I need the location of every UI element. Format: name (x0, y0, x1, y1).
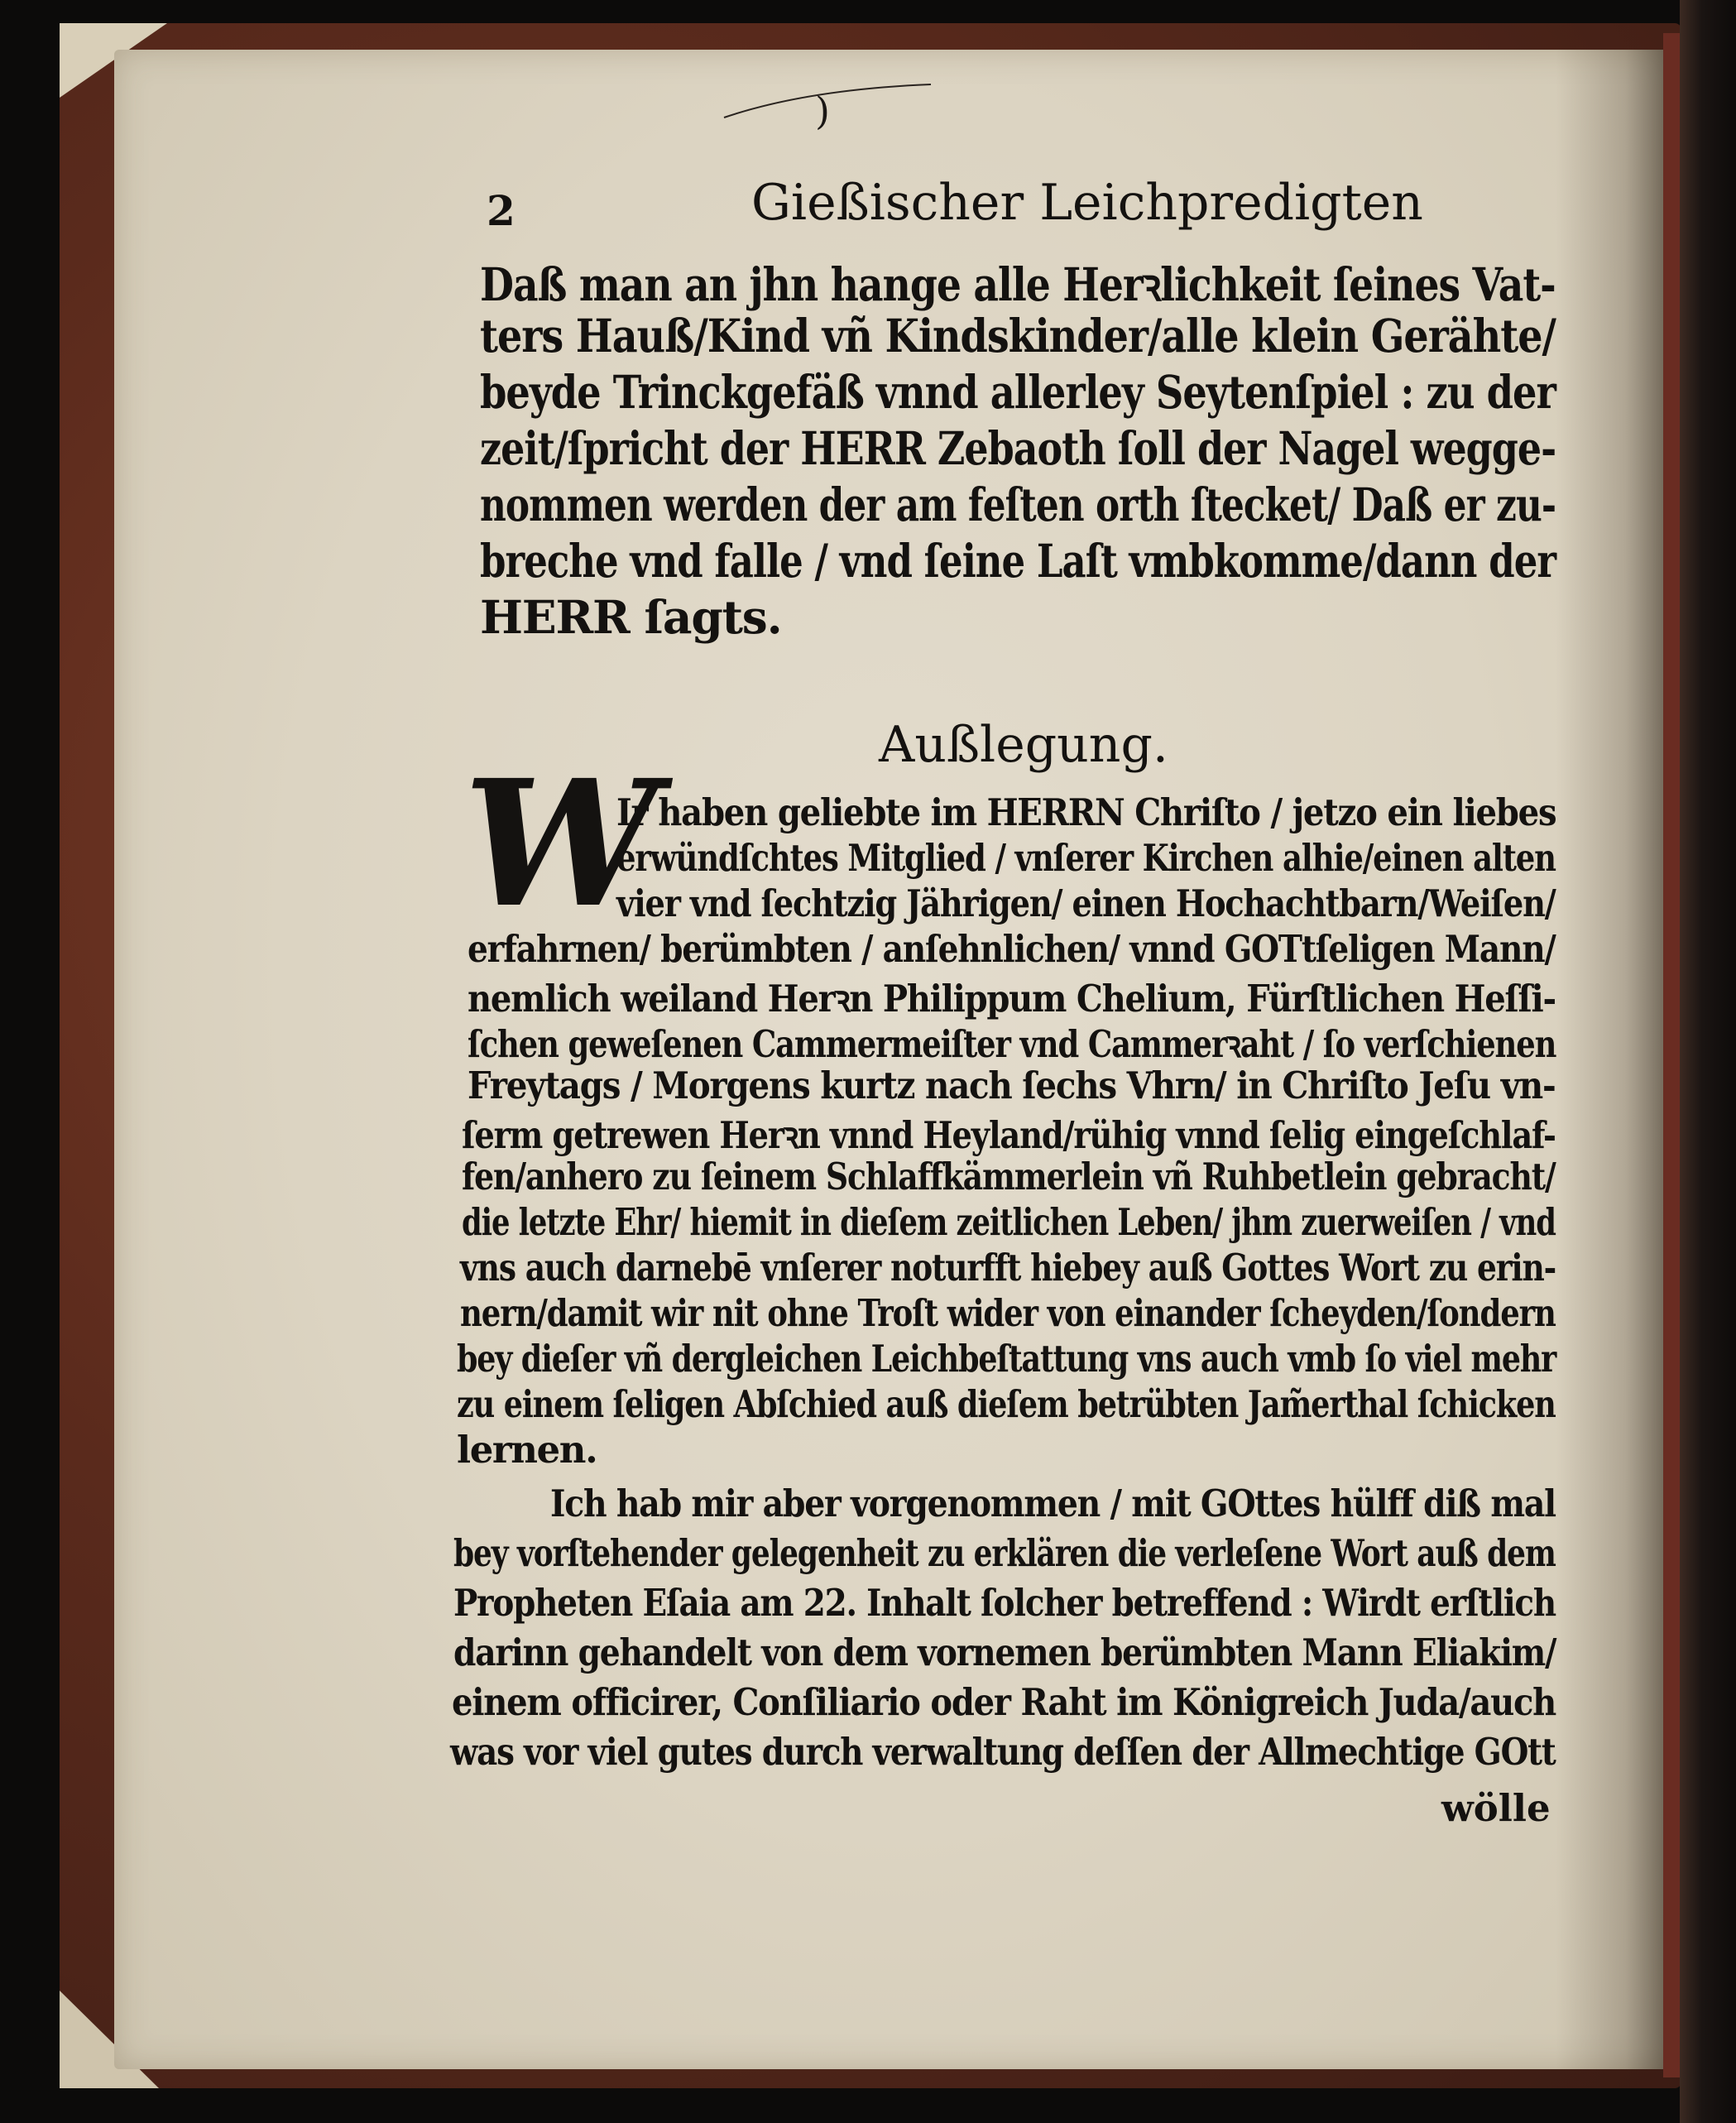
scanner-edge-right (1680, 0, 1736, 2123)
body-line: ſerm getrewen Herꝛn vnnd Heyland/rühig vnnd ſelig eingeſchlaf- (462, 1113, 1556, 1157)
body-line: die letzte Ehr/ hiemit in dieſem zeitlichen Leben/ jhm zuerweiſen / vnd (462, 1200, 1556, 1244)
catchword: wölle (1441, 1786, 1551, 1830)
body-line: nemlich weiland Herꝛn Philippum Chelium, Fürſtlichen Heſſi- (468, 977, 1556, 1021)
verse-line: nommen werden der am feſten orth ſtecket/ Daß er zu- (480, 478, 1556, 531)
body-line: bey vorſtehender gelegenheit zu erklären die verleſene Wort auß dem (453, 1531, 1556, 1575)
body-line: nern/damit wir nit ohne Troſt wider von einander ſcheyden/ſondern (460, 1291, 1556, 1335)
body-line: lernen. (457, 1428, 597, 1472)
page-gutter-shadow (1556, 50, 1671, 2069)
verse-line: breche vnd falle / vnd ſeine Laſt vmbkomme/dann der (480, 534, 1556, 588)
body-line: erfahrnen/ berümbten / anſehnlichen/ vnnd GOTtſeligen Mann/ (468, 927, 1556, 971)
body-line: Ich hab mir aber vorgenommen / mit GOttes hülff diß mal (550, 1482, 1556, 1525)
body-line: was vor viel gutes durch verwaltung deſſen der Allmechtige GOtt (450, 1730, 1556, 1774)
top-mark-glyph: ) (815, 89, 830, 132)
verse-line: zeit/ſpricht der HERR Zebaoth ſoll der Nagel wegge- (480, 421, 1556, 475)
body-line: vns auch darnebē vnſerer noturfft hiebey auß Gottes Wort zu erin- (460, 1246, 1556, 1290)
running-head: Gießischer Leichpredigten (751, 174, 1423, 232)
body-line: bey dieſer vñ dergleichen Leichbeſtattung vns auch vmb ſo viel mehr (457, 1337, 1556, 1381)
page-number: 2 (487, 186, 516, 235)
section-heading: Außlegung. (879, 716, 1168, 774)
drop-cap-initial: W (463, 742, 659, 946)
body-line: darinn gehandelt von dem vornemen berümbten Mann Eliakim/ (453, 1631, 1556, 1674)
verse-line: ters Hauß/Kind vñ Kindskinder/alle klein Gerähte/ (480, 309, 1556, 363)
body-line: vier vnd ſechtzig Jährigen/ einen Hochachtbarn/Weiſen/ (616, 881, 1556, 925)
body-line: erwündſchtes Mitglied / vnſerer Kirchen alhie/einen alten (616, 836, 1556, 880)
verse-line: HERR ſagts. (480, 590, 782, 644)
body-line: ſchen geweſenen Cammermeiſter vnd Cammerꝛaht / ſo verſchienen (468, 1022, 1556, 1066)
body-line: zu einem ſeligen Abſchied auß dieſem betrübten Jam̃erthal ſchicken (457, 1382, 1556, 1426)
body-line: einem officirer, Conſiliario oder Raht im Königreich Juda/auch (452, 1680, 1556, 1724)
body-line: Freytags / Morgens kurtz nach ſechs Vhrn/ in Chriſto Jeſu vn- (468, 1064, 1556, 1107)
body-line: Propheten Eſaia am 22. Inhalt ſolcher betreffend : Wirdt erſtlich (453, 1581, 1556, 1625)
verse-line: Daß man an jhn hange alle Herꝛlichkeit ſeines Vat- (480, 257, 1556, 311)
ink-mark (707, 66, 939, 132)
verse-line: beyde Trinckgefäß vnnd allerley Seytenſpiel : zu der (480, 365, 1556, 419)
binding-edge-right (1663, 33, 1680, 2077)
body-line: fen/anhero zu ſeinem Schlaffkämmerlein vñ Ruhbetlein gebracht/ (462, 1155, 1556, 1198)
body-line: Ir haben geliebte im HERRN Chriſto / jetzo ein liebes (616, 790, 1556, 834)
